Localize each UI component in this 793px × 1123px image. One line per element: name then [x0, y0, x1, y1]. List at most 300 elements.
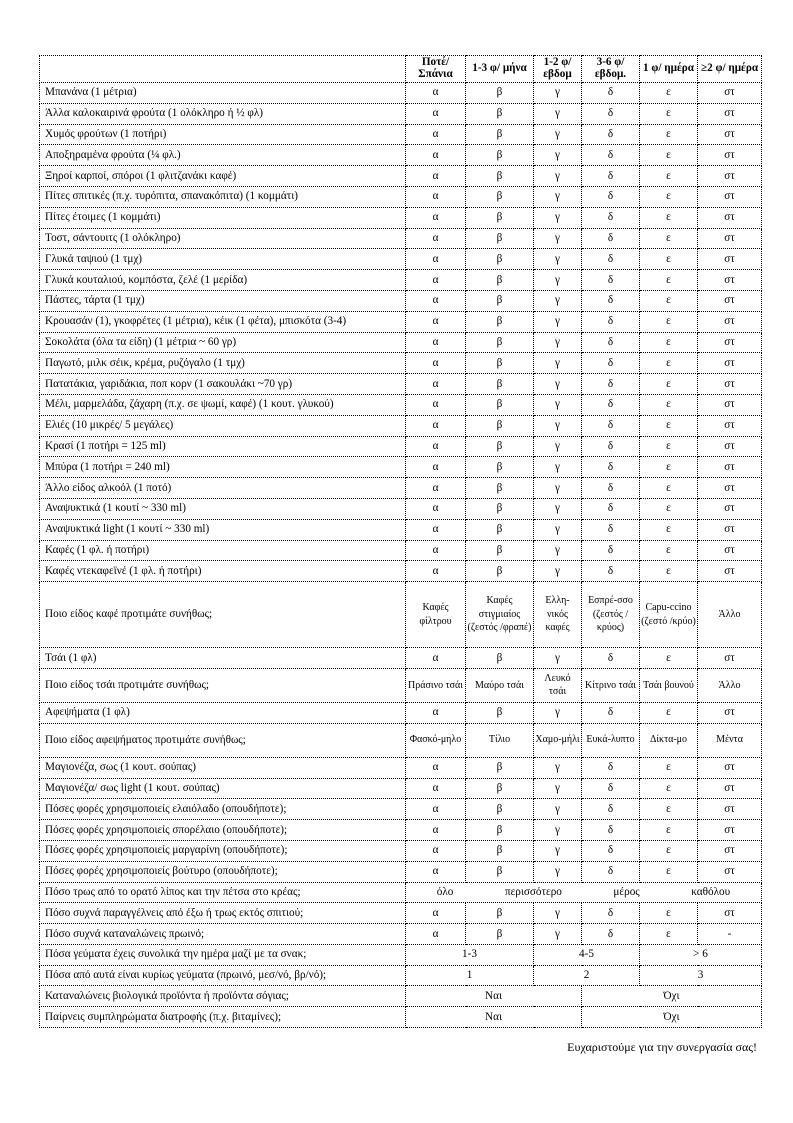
- coffee-type-row: [40, 582, 762, 648]
- frequency-option[interactable]: β: [466, 270, 534, 291]
- frequency-option[interactable]: δ: [582, 498, 640, 519]
- frequency-option[interactable]: α: [406, 249, 466, 270]
- frequency-option[interactable]: στ: [698, 311, 762, 332]
- answer-option[interactable]: Καφές στιγμιαίος (ζεστός /φραπέ): [466, 582, 534, 648]
- frequency-option[interactable]: στ: [698, 103, 762, 124]
- frequency-option[interactable]: δ: [582, 311, 640, 332]
- frequency-option[interactable]: στ: [698, 540, 762, 561]
- item-label: Πόσες φορές χρησιμοποιείς βούτυρο (οπουδήποτε);: [40, 861, 406, 882]
- frequency-option[interactable]: ε: [640, 840, 698, 861]
- frequency-option[interactable]: γ: [534, 820, 582, 841]
- frequency-option[interactable]: δ: [582, 702, 640, 723]
- food-row: [40, 415, 762, 436]
- frequency-option[interactable]: δ: [582, 353, 640, 374]
- answer-option[interactable]: Τσάι βουνού: [640, 668, 698, 702]
- frequency-option[interactable]: ε: [640, 145, 698, 166]
- food-row: [40, 270, 762, 291]
- frequency-option[interactable]: δ: [582, 540, 640, 561]
- item-header: [40, 56, 406, 83]
- food-row: [40, 519, 762, 540]
- frequency-option[interactable]: στ: [698, 702, 762, 723]
- frequency-option[interactable]: ε: [640, 778, 698, 799]
- supplements-row: [40, 1007, 762, 1028]
- frequency-option[interactable]: ε: [640, 353, 698, 374]
- frequency-option[interactable]: δ: [582, 820, 640, 841]
- frequency-option[interactable]: β: [466, 519, 534, 540]
- food-row: [40, 124, 762, 145]
- frequency-option[interactable]: β: [466, 799, 534, 820]
- frequency-option[interactable]: β: [466, 353, 534, 374]
- frequency-option[interactable]: ε: [640, 166, 698, 187]
- frequency-option[interactable]: β: [466, 757, 534, 778]
- food-row: [40, 561, 762, 582]
- food-row: [40, 353, 762, 374]
- frequency-option[interactable]: β: [466, 145, 534, 166]
- thank-you-note: Ευχαριστούμε για την συνεργασία σας!: [567, 1040, 757, 1054]
- frequency-option[interactable]: στ: [698, 436, 762, 457]
- frequency-option[interactable]: δ: [582, 332, 640, 353]
- answer-option[interactable]: Μαύρο τσάι: [466, 668, 534, 702]
- frequency-option[interactable]: β: [466, 415, 534, 436]
- frequency-option[interactable]: ε: [640, 124, 698, 145]
- frequency-option[interactable]: α: [406, 540, 466, 561]
- answer-option[interactable]: γ: [534, 924, 582, 945]
- item-label: Μέλι, μαρμελάδα, ζάχαρη (π.χ. σε ψωμί, καφέ) (1 κουτ. γλυκού): [40, 394, 406, 415]
- frequency-option[interactable]: ε: [640, 374, 698, 395]
- frequency-option[interactable]: δ: [582, 519, 640, 540]
- item-label: Ελιές (10 μικρές/ 5 μεγάλες): [40, 415, 406, 436]
- frequency-option[interactable]: β: [466, 702, 534, 723]
- frequency-option[interactable]: ε: [640, 561, 698, 582]
- answer-option[interactable]: γ: [534, 903, 582, 924]
- frequency-option[interactable]: γ: [534, 145, 582, 166]
- item-label: Ξηροί καρποί, σπόροι (1 φλιτζανάκι καφέ): [40, 166, 406, 187]
- frequency-option[interactable]: γ: [534, 249, 582, 270]
- frequency-option[interactable]: ε: [640, 820, 698, 841]
- frequency-option[interactable]: β: [466, 778, 534, 799]
- frequency-option[interactable]: β: [466, 124, 534, 145]
- frequency-option[interactable]: ε: [640, 648, 698, 669]
- frequency-option[interactable]: γ: [534, 353, 582, 374]
- answer-option[interactable]: Ελλη-νικός καφές: [534, 582, 582, 648]
- frequency-option[interactable]: β: [466, 332, 534, 353]
- item-label: Μαγιονέζα/ σως light (1 κουτ. σούπας): [40, 778, 406, 799]
- frequency-option[interactable]: α: [406, 290, 466, 311]
- item-label: Καφές ντεκαφεϊνέ (1 φλ. ή ποτήρι): [40, 561, 406, 582]
- frequency-option[interactable]: στ: [698, 519, 762, 540]
- frequency-option[interactable]: γ: [534, 186, 582, 207]
- frequency-option[interactable]: στ: [698, 415, 762, 436]
- frequency-option[interactable]: β: [466, 540, 534, 561]
- frequency-option[interactable]: β: [466, 311, 534, 332]
- item-label: Γλυκά κουταλιού, κομπόστα, ζελέ (1 μερίδα): [40, 270, 406, 291]
- frequency-option[interactable]: α: [406, 648, 466, 669]
- frequency-option[interactable]: γ: [534, 457, 582, 478]
- frequency-option[interactable]: στ: [698, 374, 762, 395]
- frequency-option[interactable]: δ: [582, 415, 640, 436]
- item-label: Πόσες φορές χρησιμοποιείς σπορέλαιο (οπουδήποτε);: [40, 820, 406, 841]
- frequency-option[interactable]: α: [406, 702, 466, 723]
- answer-option[interactable]: δ: [582, 903, 640, 924]
- frequency-option[interactable]: δ: [582, 394, 640, 415]
- frequency-option[interactable]: γ: [534, 228, 582, 249]
- frequency-option[interactable]: β: [466, 186, 534, 207]
- answer-option[interactable]: μέρος: [613, 885, 640, 898]
- frequency-option[interactable]: ε: [640, 861, 698, 882]
- frequency-option[interactable]: δ: [582, 757, 640, 778]
- eat-out-row: [40, 903, 762, 924]
- frequency-option[interactable]: γ: [534, 561, 582, 582]
- answer-option[interactable]: 4-5: [534, 944, 640, 965]
- answer-option[interactable]: α: [406, 903, 466, 924]
- answer-option[interactable]: 3: [640, 965, 762, 986]
- frequency-option[interactable]: γ: [534, 861, 582, 882]
- frequency-option[interactable]: ε: [640, 519, 698, 540]
- frequency-option[interactable]: γ: [534, 498, 582, 519]
- frequency-option[interactable]: δ: [582, 436, 640, 457]
- frequency-option[interactable]: στ: [698, 186, 762, 207]
- answer-option[interactable]: Άλλο: [698, 668, 762, 702]
- answer-option[interactable]: Ναι: [406, 1007, 582, 1028]
- answer-option[interactable]: Δίκτα-μο: [640, 723, 698, 757]
- food-row: [40, 83, 762, 104]
- frequency-option[interactable]: στ: [698, 778, 762, 799]
- frequency-option[interactable]: ε: [640, 757, 698, 778]
- frequency-option[interactable]: στ: [698, 757, 762, 778]
- frequency-option[interactable]: στ: [698, 394, 762, 415]
- frequency-option[interactable]: β: [466, 290, 534, 311]
- frequency-option[interactable]: γ: [534, 311, 582, 332]
- frequency-option[interactable]: ε: [640, 540, 698, 561]
- frequency-option[interactable]: στ: [698, 207, 762, 228]
- item-label: Πατατάκια, γαριδάκια, ποπ κορν (1 σακουλάκι ~70 γρ): [40, 374, 406, 395]
- food-row: [40, 540, 762, 561]
- frequency-option[interactable]: γ: [534, 519, 582, 540]
- frequency-option[interactable]: δ: [582, 207, 640, 228]
- food-row: [40, 861, 762, 882]
- frequency-option[interactable]: δ: [582, 799, 640, 820]
- frequency-option[interactable]: β: [466, 249, 534, 270]
- answer-option[interactable]: Λευκό τσάι: [534, 668, 582, 702]
- frequency-option[interactable]: α: [406, 799, 466, 820]
- frequency-option[interactable]: α: [406, 207, 466, 228]
- frequency-option[interactable]: γ: [534, 478, 582, 499]
- frequency-option[interactable]: γ: [534, 778, 582, 799]
- frequency-option[interactable]: β: [466, 394, 534, 415]
- frequency-option[interactable]: στ: [698, 332, 762, 353]
- frequency-option[interactable]: γ: [534, 207, 582, 228]
- answer-option[interactable]: 1: [406, 965, 534, 986]
- answer-option[interactable]: περισσότερο: [504, 885, 562, 898]
- answer-option[interactable]: α: [406, 924, 466, 945]
- frequency-option[interactable]: α: [406, 457, 466, 478]
- item-label: Πόσες φορές χρησιμοποιείς ελαιόλαδο (οπουδήποτε);: [40, 799, 406, 820]
- answer-option[interactable]: ε: [640, 924, 698, 945]
- item-label: Γλυκά ταψιού (1 τμχ): [40, 249, 406, 270]
- food-row: [40, 374, 762, 395]
- answer-option[interactable]: -: [698, 924, 762, 945]
- food-row: [40, 702, 762, 723]
- frequency-option[interactable]: ε: [640, 290, 698, 311]
- frequency-option[interactable]: α: [406, 145, 466, 166]
- frequency-option[interactable]: ε: [640, 103, 698, 124]
- frequency-option[interactable]: α: [406, 186, 466, 207]
- answer-option[interactable]: > 6: [640, 944, 762, 965]
- frequency-option[interactable]: β: [466, 820, 534, 841]
- frequency-option[interactable]: δ: [582, 457, 640, 478]
- item-label: Μπύρα (1 ποτήρι = 240 ml): [40, 457, 406, 478]
- frequency-header: 3-6 φ/ εβδομ.: [582, 56, 640, 83]
- tea-type-row: [40, 668, 762, 702]
- frequency-option[interactable]: γ: [534, 374, 582, 395]
- frequency-option[interactable]: γ: [534, 332, 582, 353]
- frequency-option[interactable]: δ: [582, 166, 640, 187]
- frequency-option[interactable]: β: [466, 861, 534, 882]
- answer-option[interactable]: Άλλο: [698, 582, 762, 648]
- frequency-option[interactable]: β: [466, 648, 534, 669]
- frequency-option[interactable]: γ: [534, 648, 582, 669]
- frequency-option[interactable]: γ: [534, 415, 582, 436]
- frequency-option[interactable]: ε: [640, 457, 698, 478]
- food-row: [40, 145, 762, 166]
- frequency-option[interactable]: στ: [698, 799, 762, 820]
- frequency-option[interactable]: δ: [582, 840, 640, 861]
- frequency-option[interactable]: δ: [582, 478, 640, 499]
- frequency-option[interactable]: ε: [640, 186, 698, 207]
- food-row: [40, 186, 762, 207]
- question-label: Παίρνεις συμπληρώματα διατροφής (π.χ. βιταμίνες);: [40, 1007, 406, 1028]
- frequency-option[interactable]: α: [406, 270, 466, 291]
- frequency-option[interactable]: στ: [698, 861, 762, 882]
- answer-option[interactable]: καθόλου: [691, 885, 731, 898]
- item-label: Μαγιονέζα, σως (1 κουτ. σούπας): [40, 757, 406, 778]
- frequency-option[interactable]: β: [466, 166, 534, 187]
- frequency-option[interactable]: β: [466, 478, 534, 499]
- frequency-option[interactable]: α: [406, 394, 466, 415]
- frequency-option[interactable]: β: [466, 207, 534, 228]
- frequency-option[interactable]: δ: [582, 561, 640, 582]
- frequency-option[interactable]: α: [406, 519, 466, 540]
- frequency-option[interactable]: ε: [640, 415, 698, 436]
- answer-option[interactable]: 1-3: [406, 944, 534, 965]
- frequency-option[interactable]: ε: [640, 228, 698, 249]
- food-row: [40, 290, 762, 311]
- item-label: Κρουασάν (1), γκοφρέτες (1 μέτρια), κέικ (1 φέτα), μπισκότα (3-4): [40, 311, 406, 332]
- frequency-option[interactable]: ε: [640, 478, 698, 499]
- frequency-option[interactable]: στ: [698, 290, 762, 311]
- question-label: Καταναλώνεις βιολογικά προϊόντα ή προϊόντα σόγιας;: [40, 986, 406, 1007]
- frequency-option[interactable]: γ: [534, 83, 582, 104]
- answer-option[interactable]: Capu-ccino (ζεστό /κρύο): [640, 582, 698, 648]
- frequency-option[interactable]: δ: [582, 270, 640, 291]
- item-label: Τσάι (1 φλ): [40, 648, 406, 669]
- frequency-option[interactable]: στ: [698, 648, 762, 669]
- frequency-option[interactable]: στ: [698, 353, 762, 374]
- frequency-option[interactable]: στ: [698, 498, 762, 519]
- answer-option[interactable]: β: [466, 924, 534, 945]
- frequency-option[interactable]: δ: [582, 145, 640, 166]
- frequency-option[interactable]: στ: [698, 457, 762, 478]
- frequency-option[interactable]: α: [406, 166, 466, 187]
- frequency-option[interactable]: δ: [582, 374, 640, 395]
- question-label: Ποιο είδος αφεψήματος προτιμάτε συνήθως;: [40, 723, 406, 757]
- frequency-option[interactable]: γ: [534, 103, 582, 124]
- answer-option[interactable]: Χαμο-μήλι: [534, 723, 582, 757]
- frequency-option[interactable]: α: [406, 124, 466, 145]
- item-label: Αναψυκτικά light (1 κουτί ~ 330 ml): [40, 519, 406, 540]
- item-label: Άλλα καλοκαιρινά φρούτα (1 ολόκληρο ή ½ φλ): [40, 103, 406, 124]
- food-row: [40, 311, 762, 332]
- frequency-option[interactable]: στ: [698, 561, 762, 582]
- frequency-option[interactable]: δ: [582, 290, 640, 311]
- frequency-option[interactable]: α: [406, 374, 466, 395]
- answer-option[interactable]: Όχι: [582, 986, 762, 1007]
- frequency-option[interactable]: α: [406, 561, 466, 582]
- main-meals-row: [40, 965, 762, 986]
- frequency-option[interactable]: β: [466, 561, 534, 582]
- answer-option[interactable]: Καφές φίλτρου: [406, 582, 466, 648]
- answer-options: [411, 886, 756, 899]
- frequency-option[interactable]: β: [466, 374, 534, 395]
- frequency-option[interactable]: ε: [640, 394, 698, 415]
- food-row: [40, 757, 762, 778]
- frequency-option[interactable]: ε: [640, 249, 698, 270]
- frequency-option[interactable]: α: [406, 415, 466, 436]
- frequency-option[interactable]: α: [406, 103, 466, 124]
- frequency-option[interactable]: α: [406, 83, 466, 104]
- frequency-option[interactable]: δ: [582, 228, 640, 249]
- frequency-option[interactable]: ε: [640, 498, 698, 519]
- answer-option[interactable]: στ: [698, 903, 762, 924]
- food-row: [40, 436, 762, 457]
- frequency-option[interactable]: ε: [640, 207, 698, 228]
- answer-option[interactable]: Ευκά-λυπτο: [582, 723, 640, 757]
- frequency-option[interactable]: γ: [534, 394, 582, 415]
- frequency-option[interactable]: γ: [534, 124, 582, 145]
- frequency-option[interactable]: στ: [698, 83, 762, 104]
- frequency-option[interactable]: γ: [534, 166, 582, 187]
- frequency-option[interactable]: α: [406, 840, 466, 861]
- frequency-option[interactable]: γ: [534, 799, 582, 820]
- answer-option[interactable]: όλο: [436, 885, 454, 898]
- answer-option[interactable]: Ναι: [406, 986, 582, 1007]
- frequency-option[interactable]: δ: [582, 778, 640, 799]
- frequency-option[interactable]: δ: [582, 124, 640, 145]
- answer-option[interactable]: Εσπρέ-σσο (ζεστός /κρύος): [582, 582, 640, 648]
- frequency-option[interactable]: γ: [534, 757, 582, 778]
- frequency-option[interactable]: γ: [534, 436, 582, 457]
- frequency-option[interactable]: δ: [582, 861, 640, 882]
- frequency-option[interactable]: δ: [582, 249, 640, 270]
- frequency-option[interactable]: ε: [640, 436, 698, 457]
- frequency-option[interactable]: α: [406, 228, 466, 249]
- frequency-option[interactable]: α: [406, 353, 466, 374]
- frequency-option[interactable]: ε: [640, 332, 698, 353]
- frequency-option[interactable]: β: [466, 83, 534, 104]
- frequency-option[interactable]: στ: [698, 145, 762, 166]
- food-row: [40, 207, 762, 228]
- frequency-option[interactable]: ε: [640, 83, 698, 104]
- food-row: [40, 457, 762, 478]
- frequency-option[interactable]: α: [406, 436, 466, 457]
- frequency-option[interactable]: δ: [582, 103, 640, 124]
- frequency-option[interactable]: ε: [640, 270, 698, 291]
- frequency-option[interactable]: γ: [534, 840, 582, 861]
- frequency-option[interactable]: στ: [698, 270, 762, 291]
- answer-option[interactable]: ε: [640, 903, 698, 924]
- frequency-option[interactable]: γ: [534, 540, 582, 561]
- frequency-option[interactable]: γ: [534, 270, 582, 291]
- item-label: Τοστ, σάντουιτς (1 ολόκληρο): [40, 228, 406, 249]
- frequency-option[interactable]: α: [406, 478, 466, 499]
- answer-option[interactable]: Πράσινο τσάι: [406, 668, 466, 702]
- frequency-option[interactable]: δ: [582, 648, 640, 669]
- answer-option[interactable]: β: [466, 903, 534, 924]
- frequency-option[interactable]: στ: [698, 249, 762, 270]
- frequency-option[interactable]: α: [406, 861, 466, 882]
- frequency-option[interactable]: στ: [698, 124, 762, 145]
- frequency-option[interactable]: στ: [698, 840, 762, 861]
- frequency-option[interactable]: α: [406, 311, 466, 332]
- answer-option[interactable]: Όχι: [582, 1007, 762, 1028]
- frequency-option[interactable]: στ: [698, 478, 762, 499]
- item-label: Αναψυκτικά (1 κουτί ~ 330 ml): [40, 498, 406, 519]
- frequency-header: ≥2 φ/ ημέρα: [698, 56, 762, 83]
- item-label: Καφές (1 φλ. ή ποτήρι): [40, 540, 406, 561]
- frequency-option[interactable]: στ: [698, 820, 762, 841]
- frequency-header: 1-3 φ/ μήνα: [466, 56, 534, 83]
- frequency-option[interactable]: β: [466, 103, 534, 124]
- frequency-option[interactable]: α: [406, 778, 466, 799]
- item-label: Πίτες έτοιμες (1 κομμάτι): [40, 207, 406, 228]
- frequency-option[interactable]: στ: [698, 228, 762, 249]
- frequency-option[interactable]: ε: [640, 702, 698, 723]
- food-row: [40, 799, 762, 820]
- question-label: Πόσα από αυτά είναι κυρίως γεύματα (πρωινό, μεσ/νό, βρ/νό);: [40, 965, 406, 986]
- question-label: Ποιο είδος τσάι προτιμάτε συνήθως;: [40, 668, 406, 702]
- frequency-option[interactable]: γ: [534, 290, 582, 311]
- item-label: Παγωτό, μιλκ σέικ, κρέμα, ρυζόγαλο (1 τμχ): [40, 353, 406, 374]
- food-row: [40, 228, 762, 249]
- answer-option[interactable]: Τίλιο: [466, 723, 534, 757]
- answer-option[interactable]: δ: [582, 924, 640, 945]
- frequency-option[interactable]: δ: [582, 186, 640, 207]
- answer-option[interactable]: Μέντα: [698, 723, 762, 757]
- answer-option[interactable]: Κίτρινο τσάι: [582, 668, 640, 702]
- answer-option[interactable]: 2: [534, 965, 640, 986]
- frequency-option[interactable]: ε: [640, 799, 698, 820]
- frequency-option[interactable]: α: [406, 332, 466, 353]
- frequency-option[interactable]: α: [406, 820, 466, 841]
- frequency-option[interactable]: ε: [640, 311, 698, 332]
- frequency-option[interactable]: β: [466, 498, 534, 519]
- food-row: [40, 332, 762, 353]
- frequency-option[interactable]: β: [466, 228, 534, 249]
- frequency-option[interactable]: β: [466, 457, 534, 478]
- item-label: Πάστες, τάρτα (1 τμχ): [40, 290, 406, 311]
- food-row: [40, 103, 762, 124]
- answer-option[interactable]: Φασκό-μηλο: [406, 723, 466, 757]
- frequency-option[interactable]: δ: [582, 83, 640, 104]
- food-row: [40, 478, 762, 499]
- frequency-option[interactable]: α: [406, 757, 466, 778]
- header-row: [40, 56, 762, 83]
- frequency-option[interactable]: στ: [698, 166, 762, 187]
- frequency-option[interactable]: β: [466, 436, 534, 457]
- frequency-option[interactable]: α: [406, 498, 466, 519]
- frequency-option[interactable]: γ: [534, 702, 582, 723]
- frequency-option[interactable]: β: [466, 840, 534, 861]
